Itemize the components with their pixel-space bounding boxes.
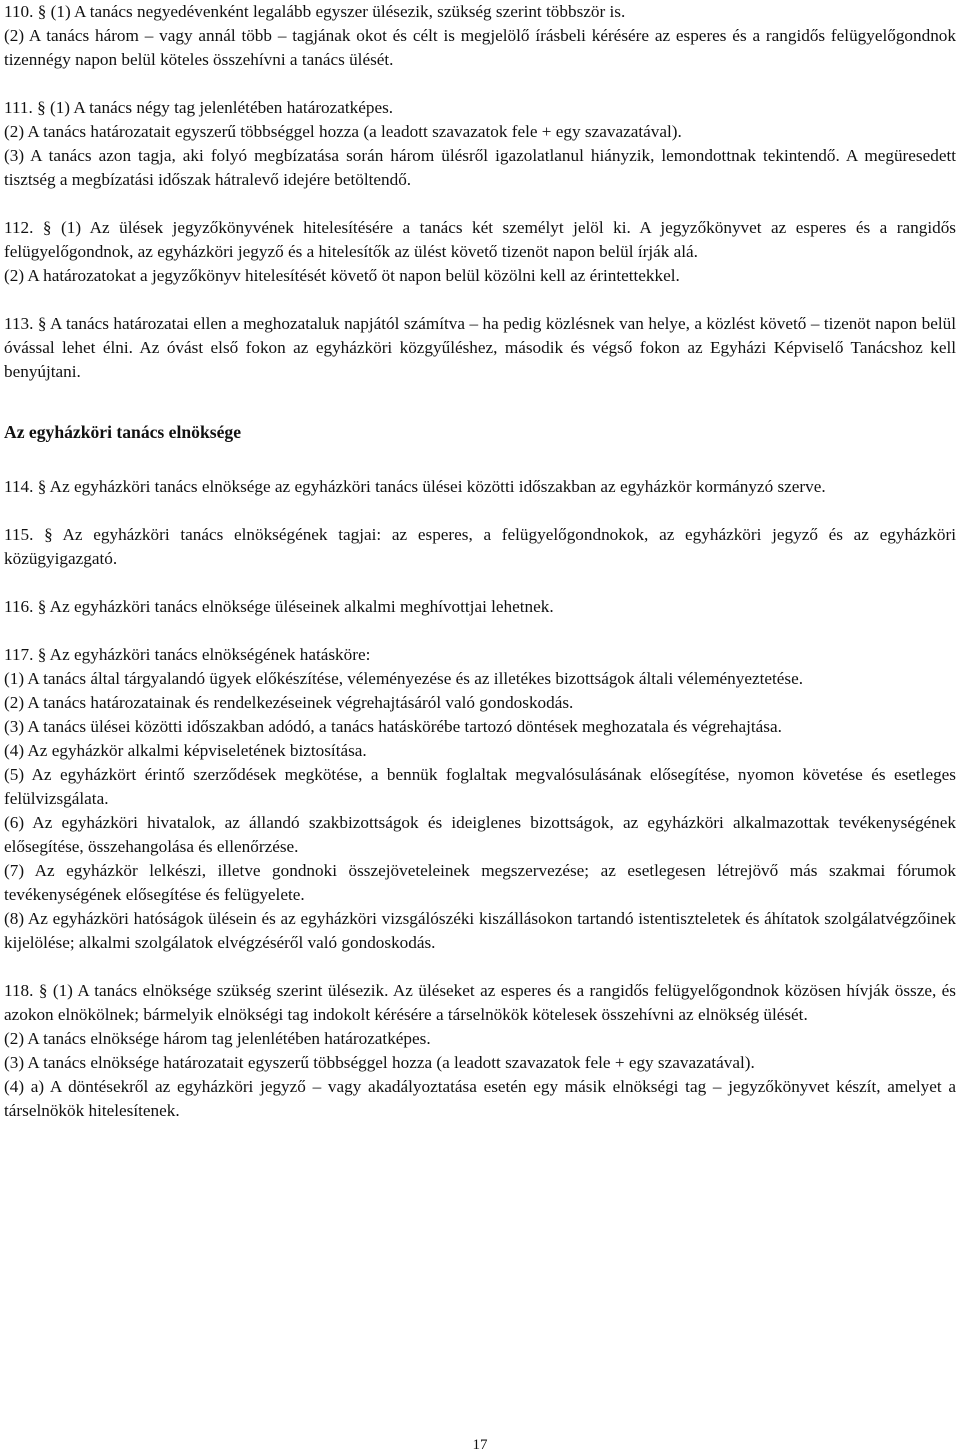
section [4, 0, 956, 72]
page-number: 17 [472, 1437, 488, 1453]
document-page [4, 0, 956, 1147]
paragraph: (1) A tanács által tárgyalandó ügyek előkészítése, véleményezése és az illetékes bizottságok általi véleményeztetése. [4, 669, 804, 688]
paragraph: (8) Az egyházköri hatóságok ülésein és az egyházköri vizsgálószéki kiszállásokon tartandó istentiszteletek és áhítatok szolgálatvégzőinek kijelölése; alkalmi szolgálatok elvégzéséről való gondoskodás. [4, 909, 956, 952]
section [4, 979, 956, 1123]
paragraph: (5) Az egyházkört érintő szerződések megkötése, a bennük foglaltak megvalósulásának elősegítése, nyomon követése és esetleges felülvizsgálata. [4, 765, 956, 808]
paragraph: 118. § (1) A tanács elnöksége szükség szerint ülésezik. Az üléseket az esperes és a rangidős felügyelőgondnok közösen hívják össze, és azokon elnökölnek; bármelyik elnökségi tag indokolt kérésére a társelnökök kötelesek összehívni az elnökség ülését. [4, 981, 956, 1024]
paragraph: (2) A határozatokat a jegyzőkönyv hitelesítését követő öt napon belül közölni kell az érintettekkel. [4, 266, 680, 285]
section-heading: Az egyházköri tanács elnöksége [4, 422, 242, 442]
paragraph: (3) A tanács ülései közötti időszakban adódó, a tanács hatáskörébe tartozó döntések meghozatala és végrehajtása. [4, 717, 782, 736]
paragraph: (6) Az egyházköri hivatalok, az állandó szakbizottságok és ideiglenes bizottságok, az egyházköri alkalmazottak tevékenységének elősegítése, összehangolása és ellenőrzése. [4, 813, 956, 856]
paragraph: (4) a) A döntésekről az egyházköri jegyző – vagy akadályoztatása esetén egy másik elnökségi tag – jegyzőkönyvet készít, amelyet a társelnökök hitelesítenek. [4, 1077, 956, 1120]
paragraph: (2) A tanács elnöksége három tag jelenlétében határozatképes. [4, 1029, 431, 1048]
paragraph: 114. § Az egyházköri tanács elnöksége az egyházköri tanács ülései közötti időszakban az egyházkör kormányzó szerve. [4, 477, 826, 496]
paragraph: 113. § A tanács határozatai ellen a meghozataluk napjától számítva – ha pedig közlésnek van helye, a közlést követő – tizenöt napon belül óvással lehet élni. Az óvást első fokon az egyházköri közgyűléshez, második és végső fokon az Egyházi Képviselő Tanácshoz kell benyújtani. [4, 314, 956, 381]
section [4, 595, 956, 619]
section-group-presidency [4, 475, 956, 1123]
section [4, 216, 956, 288]
section [4, 312, 956, 384]
paragraph: 110. § (1) A tanács negyedévenként legalább egyszer ülésezik, szükség szerint többször is. [4, 2, 626, 21]
paragraph: 111. § (1) A tanács négy tag jelenlétében határozatképes. [4, 98, 394, 117]
paragraph: (3) A tanács elnöksége határozatait egyszerű többséggel hozza (a leadott szavazatok fele + egy szavazatával). [4, 1053, 755, 1072]
section [4, 523, 956, 571]
section-group-council-sessions [4, 0, 956, 384]
paragraph: (7) Az egyházkör lelkészi, illetve gondnoki összejöveteleinek megszervezése; az esetlegesen létrejövő más szakmai fórumok tevékenységének elősegítése és felügyelete. [4, 861, 956, 904]
section [4, 643, 956, 955]
paragraph: (4) Az egyházkör alkalmi képviseletének biztosítása. [4, 741, 367, 760]
paragraph: 115. § Az egyházköri tanács elnökségének tagjai: az esperes, a felügyelőgondnokok, az egyházköri jegyző és az egyházköri közügyigazgató. [4, 525, 956, 568]
paragraph: (2) A tanács határozatait egyszerű többséggel hozza (a leadott szavazatok fele + egy szavazatával). [4, 122, 682, 141]
paragraph: 116. § Az egyházköri tanács elnöksége üléseinek alkalmi meghívottjai lehetnek. [4, 597, 554, 616]
section [4, 96, 956, 192]
paragraph: (2) A tanács határozatainak és rendelkezéseinek végrehajtásáról való gondoskodás. [4, 693, 574, 712]
paragraph: (3) A tanács azon tagja, aki folyó megbízatása során három ülésről igazolatlanul hiányzik, lemondottnak tekintendő. A megüresedett tisztség a megbízatási időszak hátralevő idejére betöltendő. [4, 146, 956, 189]
paragraph: 117. § Az egyházköri tanács elnökségének hatásköre: [4, 645, 371, 664]
paragraph: 112. § (1) Az ülések jegyzőkönyvének hitelesítésére a tanács két személyt jelöl ki. A jegyzőkönyvet az esperes és a rangidős felügyelőgondnok, az egyházköri jegyző és a hitelesítők az ülést követő tizenöt napon belül írják alá. [4, 218, 956, 261]
paragraph: (2) A tanács három – vagy annál több – tagjának okot és célt is megjelölő írásbeli kérésére az esperes és a rangidős felügyelőgondnok tizennégy napon belül köteles összehívni a tanács ülését. [4, 26, 956, 69]
section [4, 475, 956, 499]
